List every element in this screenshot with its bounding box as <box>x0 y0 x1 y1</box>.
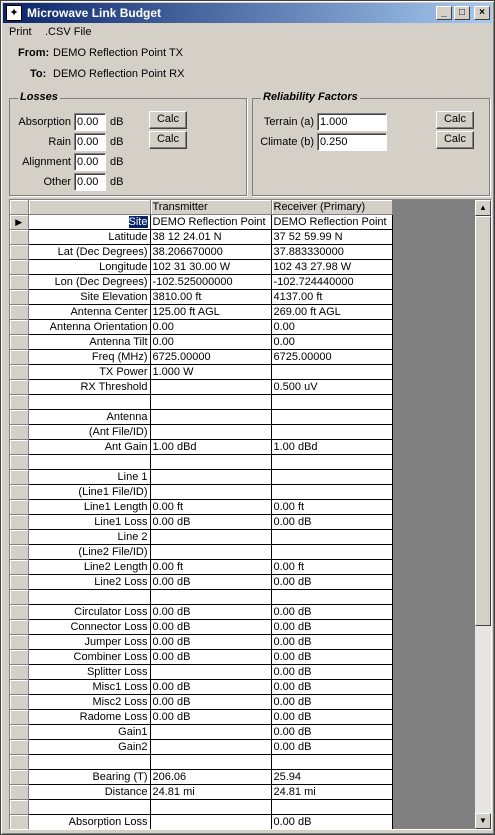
table-row[interactable] <box>10 530 392 545</box>
row-label: Site Elevation <box>28 290 150 305</box>
transmitter-cell[interactable]: 0.00 dB <box>150 680 271 695</box>
row-selector[interactable] <box>10 245 28 260</box>
row-label: Antenna Orientation <box>28 320 150 335</box>
receiver-cell[interactable]: 0.00 dB <box>271 650 392 665</box>
scroll-up-icon[interactable]: ▲ <box>475 200 491 216</box>
header-selector-cell[interactable] <box>10 200 28 215</box>
table-row[interactable] <box>10 575 392 590</box>
table-row[interactable] <box>10 440 392 455</box>
row-selector[interactable] <box>10 380 28 395</box>
table-row[interactable] <box>10 695 392 710</box>
terrain-label: Terrain (a) <box>263 116 314 128</box>
table-row[interactable] <box>10 770 392 785</box>
calc-terrain-button[interactable]: Calc <box>436 111 474 129</box>
transmitter-cell[interactable]: 0.00 dB <box>150 695 271 710</box>
table-row[interactable] <box>10 755 392 770</box>
table-row[interactable] <box>10 605 392 620</box>
row-label: Distance <box>28 785 150 800</box>
row-label: Lon (Dec Degrees) <box>28 275 150 290</box>
table-row[interactable] <box>10 680 392 695</box>
receiver-cell[interactable]: 0.00 ft <box>271 560 392 575</box>
row-selector[interactable] <box>10 575 28 590</box>
transmitter-cell[interactable]: 0.00 dB <box>150 710 271 725</box>
receiver-cell[interactable] <box>271 485 392 500</box>
transmitter-cell[interactable]: 0.00 <box>150 320 271 335</box>
receiver-cell[interactable]: 25.94 <box>271 770 392 785</box>
row-selector[interactable] <box>10 545 28 560</box>
row-label: Line1 Length <box>28 500 150 515</box>
row-label: Misc1 Loss <box>28 680 150 695</box>
grid-table <box>10 200 393 830</box>
climate-input[interactable]: 0.250 <box>317 133 387 151</box>
transmitter-cell[interactable]: 1.00 dBd <box>150 440 271 455</box>
row-selector[interactable] <box>10 395 28 410</box>
receiver-cell[interactable] <box>271 545 392 560</box>
table-row[interactable] <box>10 425 392 440</box>
transmitter-cell[interactable]: 38.206670000 <box>150 245 271 260</box>
receiver-cell[interactable]: -102.724440000 <box>271 275 392 290</box>
row-label: Absorption Loss <box>28 815 150 830</box>
transmitter-cell[interactable]: 102 31 30.00 W <box>150 260 271 275</box>
vertical-scrollbar[interactable] <box>475 200 491 829</box>
table-row[interactable] <box>10 290 392 305</box>
row-label: Bearing (T) <box>28 770 150 785</box>
row-selector[interactable] <box>10 530 28 545</box>
row-selector[interactable] <box>10 665 28 680</box>
receiver-cell[interactable]: 0.00 dB <box>271 815 392 830</box>
from-label: From: <box>18 47 50 59</box>
transmitter-cell[interactable] <box>150 470 271 485</box>
receiver-cell[interactable] <box>271 425 392 440</box>
row-selector[interactable] <box>10 635 28 650</box>
transmitter-cell[interactable]: 3810.00 ft <box>150 290 271 305</box>
table-row[interactable] <box>10 320 392 335</box>
row-label: Longitude <box>28 260 150 275</box>
row-label: Combiner Loss <box>28 650 150 665</box>
row-label: Circulator Loss <box>28 605 150 620</box>
table-row[interactable] <box>10 380 392 395</box>
alignment-label: Alignment <box>22 156 71 168</box>
current-row-indicator-icon[interactable]: ▶ <box>10 215 28 230</box>
table-row[interactable] <box>10 665 392 680</box>
row-label: Line2 Length <box>28 560 150 575</box>
row-selector[interactable] <box>10 755 28 770</box>
absorption-unit: dB <box>110 116 124 128</box>
row-label: Antenna <box>28 410 150 425</box>
row-selector[interactable] <box>10 425 28 440</box>
table-row[interactable] <box>10 635 392 650</box>
table-row[interactable] <box>10 305 392 320</box>
row-label: Site <box>28 215 150 230</box>
receiver-cell[interactable]: 37.883330000 <box>271 245 392 260</box>
transmitter-cell[interactable] <box>150 800 271 815</box>
table-row[interactable] <box>10 260 392 275</box>
table-row[interactable] <box>10 455 392 470</box>
row-label: Antenna Tilt <box>28 335 150 350</box>
calc-rain-button[interactable]: Calc <box>149 131 187 149</box>
header-label-cell[interactable] <box>28 200 150 215</box>
transmitter-cell[interactable]: 0.00 dB <box>150 575 271 590</box>
close-icon[interactable]: × <box>474 6 490 20</box>
transmitter-cell[interactable]: DEMO Reflection Point <box>150 215 271 230</box>
scroll-down-icon[interactable]: ▼ <box>475 813 491 829</box>
row-selector[interactable] <box>10 740 28 755</box>
row-selector[interactable] <box>10 230 28 245</box>
transmitter-cell[interactable] <box>150 395 271 410</box>
row-selector[interactable] <box>10 485 28 500</box>
rain-unit: dB <box>110 136 124 148</box>
row-label: Gain1 <box>28 725 150 740</box>
row-selector[interactable] <box>10 800 28 815</box>
row-selector[interactable] <box>10 785 28 800</box>
calc-absorption-button[interactable]: Calc <box>149 111 187 129</box>
maximize-icon[interactable]: □ <box>454 6 470 20</box>
link-budget-grid[interactable] <box>9 199 492 830</box>
row-label: Freq (MHz) <box>28 350 150 365</box>
transmitter-cell[interactable]: 0.00 ft <box>150 560 271 575</box>
row-selector[interactable] <box>10 335 28 350</box>
row-label <box>28 800 150 815</box>
table-row[interactable] <box>10 590 392 605</box>
transmitter-cell[interactable] <box>150 485 271 500</box>
transmitter-cell[interactable] <box>150 590 271 605</box>
table-row[interactable] <box>10 410 392 425</box>
menu-bar <box>3 24 492 42</box>
transmitter-cell[interactable]: 24.81 mi <box>150 785 271 800</box>
table-row[interactable] <box>10 740 392 755</box>
row-label: Line 2 <box>28 530 150 545</box>
row-label: Latitude <box>28 230 150 245</box>
row-selector[interactable] <box>10 350 28 365</box>
calc-climate-button[interactable]: Calc <box>436 131 474 149</box>
receiver-cell[interactable] <box>271 530 392 545</box>
row-selector[interactable] <box>10 455 28 470</box>
row-selector[interactable] <box>10 680 28 695</box>
receiver-cell[interactable] <box>271 410 392 425</box>
transmitter-cell[interactable]: 0.00 <box>150 335 271 350</box>
minimize-icon[interactable]: _ <box>436 6 452 20</box>
transmitter-cell[interactable]: 1.000 W <box>150 365 271 380</box>
row-selector[interactable] <box>10 650 28 665</box>
transmitter-cell[interactable]: -102.525000000 <box>150 275 271 290</box>
table-row[interactable] <box>10 650 392 665</box>
receiver-cell[interactable] <box>271 590 392 605</box>
row-selector[interactable] <box>10 500 28 515</box>
table-row[interactable] <box>10 815 392 830</box>
row-label: Splitter Loss <box>28 665 150 680</box>
receiver-cell[interactable]: 0.00 dB <box>271 740 392 755</box>
receiver-cell[interactable]: 0.00 dB <box>271 515 392 530</box>
to-value: DEMO Reflection Point RX <box>53 68 185 80</box>
table-row[interactable] <box>10 710 392 725</box>
receiver-cell[interactable]: 0.00 dB <box>271 635 392 650</box>
table-row[interactable] <box>10 620 392 635</box>
transmitter-cell[interactable]: 6725.00000 <box>150 350 271 365</box>
row-label <box>28 395 150 410</box>
menu-print[interactable]: Print <box>9 26 32 38</box>
row-selector[interactable] <box>10 815 28 830</box>
receiver-cell[interactable]: 269.00 ft AGL <box>271 305 392 320</box>
row-label <box>28 590 150 605</box>
receiver-cell[interactable]: 0.00 dB <box>271 725 392 740</box>
grid-header-row <box>10 200 392 215</box>
window-title: Microwave Link Budget <box>27 6 162 20</box>
row-label: Ant Gain <box>28 440 150 455</box>
row-selector[interactable] <box>10 620 28 635</box>
alignment-input[interactable]: 0.00 <box>74 153 106 171</box>
row-label: TX Power <box>28 365 150 380</box>
row-label: (Line1 File/ID) <box>28 485 150 500</box>
transmitter-cell[interactable] <box>150 455 271 470</box>
receiver-cell[interactable]: 0.00 dB <box>271 695 392 710</box>
transmitter-cell[interactable]: 0.00 dB <box>150 515 271 530</box>
scroll-thumb[interactable] <box>475 216 491 626</box>
climate-label: Climate (b) <box>260 136 314 148</box>
rain-label: Rain <box>48 136 71 148</box>
row-label: (Line2 File/ID) <box>28 545 150 560</box>
app-icon: ✦ <box>6 5 22 21</box>
header-transmitter[interactable]: Transmitter <box>150 200 271 215</box>
receiver-cell[interactable]: 37 52 59.99 N <box>271 230 392 245</box>
receiver-cell[interactable]: 0.00 dB <box>271 575 392 590</box>
transmitter-cell[interactable] <box>150 740 271 755</box>
receiver-cell[interactable]: 1.00 dBd <box>271 440 392 455</box>
transmitter-cell[interactable] <box>150 815 271 830</box>
row-selector[interactable] <box>10 470 28 485</box>
row-selector[interactable] <box>10 695 28 710</box>
to-label: To: <box>30 68 47 80</box>
row-label: Line2 Loss <box>28 575 150 590</box>
table-row[interactable] <box>10 350 392 365</box>
title-bar[interactable] <box>3 3 492 23</box>
row-label: Lat (Dec Degrees) <box>28 245 150 260</box>
table-row[interactable] <box>10 545 392 560</box>
table-row[interactable] <box>10 785 392 800</box>
transmitter-cell[interactable] <box>150 425 271 440</box>
receiver-cell[interactable]: 24.81 mi <box>271 785 392 800</box>
receiver-cell[interactable]: 4137.00 ft <box>271 290 392 305</box>
terrain-input[interactable]: 1.000 <box>317 113 387 131</box>
transmitter-cell[interactable]: 0.00 dB <box>150 635 271 650</box>
table-row[interactable] <box>10 485 392 500</box>
table-row[interactable] <box>10 725 392 740</box>
row-label: Misc2 Loss <box>28 695 150 710</box>
receiver-cell[interactable]: 0.00 dB <box>271 620 392 635</box>
table-row[interactable] <box>10 470 392 485</box>
transmitter-cell[interactable] <box>150 665 271 680</box>
transmitter-cell[interactable] <box>150 530 271 545</box>
table-row[interactable] <box>10 365 392 380</box>
row-label: Line1 Loss <box>28 515 150 530</box>
row-selector[interactable] <box>10 770 28 785</box>
menu-csv-file[interactable]: .CSV File <box>45 26 92 38</box>
receiver-cell[interactable]: DEMO Reflection Point <box>271 215 392 230</box>
row-selector[interactable] <box>10 560 28 575</box>
row-selector[interactable] <box>10 605 28 620</box>
transmitter-cell[interactable]: 206.06 <box>150 770 271 785</box>
rain-input[interactable]: 0.00 <box>74 133 106 151</box>
row-label <box>28 755 150 770</box>
row-selector[interactable] <box>10 260 28 275</box>
table-row[interactable] <box>10 515 392 530</box>
row-selector[interactable] <box>10 320 28 335</box>
receiver-cell[interactable]: 0.00 dB <box>271 665 392 680</box>
receiver-cell[interactable] <box>271 395 392 410</box>
row-selector[interactable] <box>10 410 28 425</box>
table-row[interactable] <box>10 560 392 575</box>
row-label: Radome Loss <box>28 710 150 725</box>
receiver-cell[interactable]: 0.00 dB <box>271 605 392 620</box>
table-row[interactable] <box>10 215 392 230</box>
absorption-input[interactable]: 0.00 <box>74 113 106 131</box>
transmitter-cell[interactable]: 0.00 dB <box>150 650 271 665</box>
transmitter-cell[interactable]: 38 12 24.01 N <box>150 230 271 245</box>
row-label: RX Threshold <box>28 380 150 395</box>
row-selector[interactable] <box>10 590 28 605</box>
receiver-cell[interactable] <box>271 470 392 485</box>
row-label <box>28 455 150 470</box>
other-input[interactable]: 0.00 <box>74 173 106 191</box>
row-selector[interactable] <box>10 710 28 725</box>
transmitter-cell[interactable]: 0.00 dB <box>150 605 271 620</box>
row-label: Gain2 <box>28 740 150 755</box>
table-row[interactable] <box>10 230 392 245</box>
transmitter-cell[interactable]: 125.00 ft AGL <box>150 305 271 320</box>
transmitter-cell[interactable] <box>150 755 271 770</box>
from-value: DEMO Reflection Point TX <box>53 47 184 59</box>
row-selector[interactable] <box>10 305 28 320</box>
receiver-cell[interactable]: 102 43 27.98 W <box>271 260 392 275</box>
receiver-cell[interactable]: 0.00 <box>271 335 392 350</box>
losses-title: Losses <box>20 91 58 103</box>
row-label: Connector Loss <box>28 620 150 635</box>
receiver-cell[interactable]: 0.00 dB <box>271 680 392 695</box>
table-row[interactable] <box>10 245 392 260</box>
transmitter-cell[interactable] <box>150 410 271 425</box>
transmitter-cell[interactable] <box>150 725 271 740</box>
receiver-cell[interactable]: 6725.00000 <box>271 350 392 365</box>
row-selector[interactable] <box>10 365 28 380</box>
receiver-cell[interactable]: 0.00 dB <box>271 710 392 725</box>
receiver-cell[interactable] <box>271 800 392 815</box>
receiver-cell[interactable] <box>271 455 392 470</box>
row-selector[interactable] <box>10 290 28 305</box>
row-selector[interactable] <box>10 440 28 455</box>
table-row[interactable] <box>10 275 392 290</box>
row-selector[interactable] <box>10 515 28 530</box>
transmitter-cell[interactable] <box>150 380 271 395</box>
row-selector[interactable] <box>10 275 28 290</box>
receiver-cell[interactable]: 0.00 ft <box>271 500 392 515</box>
receiver-cell[interactable] <box>271 365 392 380</box>
other-label: Other <box>43 176 71 188</box>
row-label: Line 1 <box>28 470 150 485</box>
row-label: Antenna Center <box>28 305 150 320</box>
receiver-cell[interactable]: 0.00 <box>271 320 392 335</box>
reliability-title: Reliability Factors <box>263 91 358 103</box>
transmitter-cell[interactable]: 0.00 ft <box>150 500 271 515</box>
row-selector[interactable] <box>10 725 28 740</box>
table-row[interactable] <box>10 335 392 350</box>
row-label: Jumper Loss <box>28 635 150 650</box>
header-receiver[interactable]: Receiver (Primary) <box>271 200 392 215</box>
receiver-cell[interactable] <box>271 755 392 770</box>
table-row[interactable] <box>10 500 392 515</box>
receiver-cell[interactable]: 0.500 uV <box>271 380 392 395</box>
absorption-label: Absorption <box>18 116 71 128</box>
table-row[interactable] <box>10 800 392 815</box>
alignment-unit: dB <box>110 156 124 168</box>
transmitter-cell[interactable] <box>150 545 271 560</box>
transmitter-cell[interactable]: 0.00 dB <box>150 620 271 635</box>
row-label: (Ant File/ID) <box>28 425 150 440</box>
other-unit: dB <box>110 176 124 188</box>
table-row[interactable] <box>10 395 392 410</box>
